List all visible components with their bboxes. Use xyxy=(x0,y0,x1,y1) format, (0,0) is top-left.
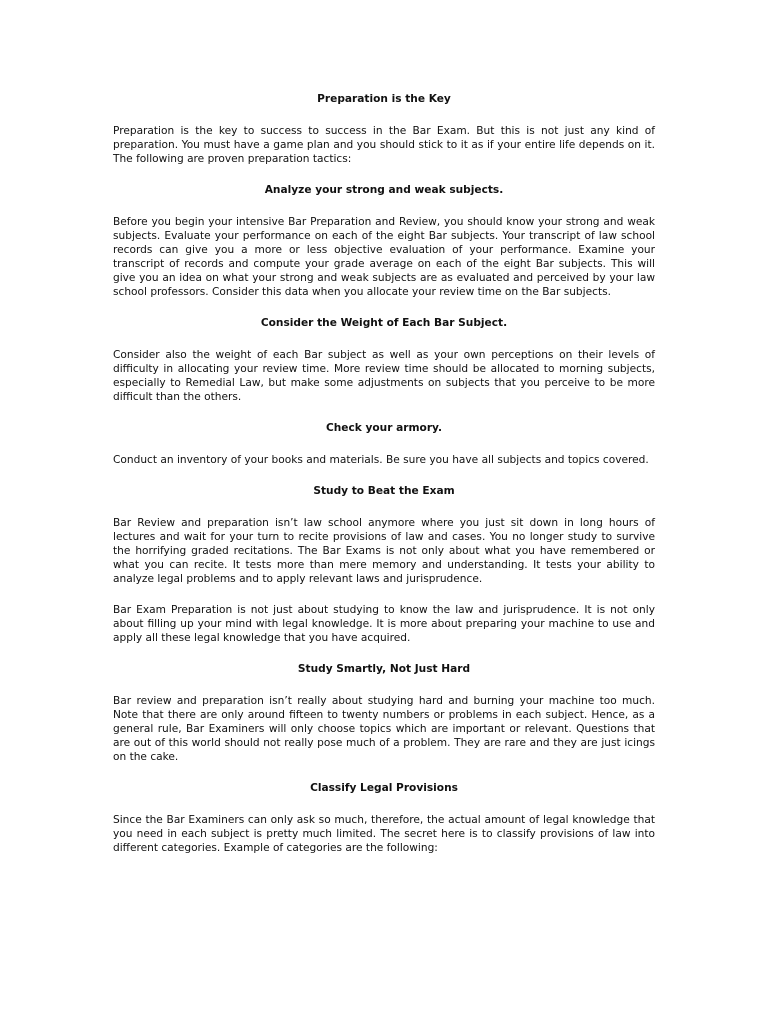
document-title: Preparation is the Key xyxy=(317,93,451,105)
intro-paragraph: Preparation is the key to success to success in the Bar Exam. But this is not just any kind of preparation. You must have a game plan and you should stick to it as if your entire life depends on it. The following are proven preparation tactics: xyxy=(113,125,655,165)
section-paragraph: Consider also the weight of each Bar subject as well as your own perceptions on their levels of difficulty in allocating your review time. More review time should be allocated to morning subjects, especially to Remedial Law, but make some adjustments on subjects that you perceive to be more difficult than the others. xyxy=(113,349,655,403)
section-heading-armory: Check your armory. xyxy=(325,422,443,434)
section-heading-classify: Classify Legal Provisions xyxy=(310,782,458,794)
section-heading-weight: Consider the Weight of Each Bar Subject. xyxy=(260,317,508,329)
section-paragraph: Before you begin your intensive Bar Preparation and Review, you should know your strong and weak subjects. Evaluate your performance on each of the eight Bar subjects. Your transcript of law school records can give you a more or less objective evaluation of your performance. Examine your transcript of records and compute your grade average on each of the eight Bar subjects. This will give you an idea on what your strong and weak subjects are as evaluated and perceived by your law school professors. Consider this data when you allocate your review time on the Bar subjects. xyxy=(113,216,655,298)
section-paragraph: Conduct an inventory of your books and materials. Be sure you have all subjects and topics covered. xyxy=(113,454,649,466)
section-paragraph: Bar Exam Preparation is not just about studying to know the law and jurisprudence. It is not only about filling up your mind with legal knowledge. It is more about preparing your machine to use and apply all these legal knowledge that you have acquired. xyxy=(113,604,655,644)
section-paragraph: Bar review and preparation isn’t really about studying hard and burning your machine too much. Note that there are only around fifteen to twenty numbers or problems in each subject. Hence, as a general rule, Bar Examiners will only choose topics which are important or relevant. Questions that are out of this world should not really pose much of a problem. They are rare and they are just icings on the cake. xyxy=(113,695,655,763)
section-paragraph: Bar Review and preparation isn’t law school anymore where you just sit down in long hours of lectures and wait for your turn to recite provisions of law and cases. You no longer study to survive the horrifying graded recitations. The Bar Exams is not only about what you have remembered or what you can recite. It tests more than mere memory and understanding. It tests your ability to analyze legal problems and to apply relevant laws and jurisprudence. xyxy=(113,517,655,585)
section-paragraph: Since the Bar Examiners can only ask so much, therefore, the actual amount of legal knowledge that you need in each subject is pretty much limited. The secret here is to classify provisions of law into different categories. Example of categories are the following: xyxy=(113,814,655,854)
section-heading-beat-exam: Study to Beat the Exam xyxy=(313,485,455,497)
section-heading-study-smartly: Study Smartly, Not Just Hard xyxy=(297,663,471,675)
document-page xyxy=(113,92,655,855)
section-heading-strong-weak: Analyze your strong and weak subjects. xyxy=(264,184,504,196)
